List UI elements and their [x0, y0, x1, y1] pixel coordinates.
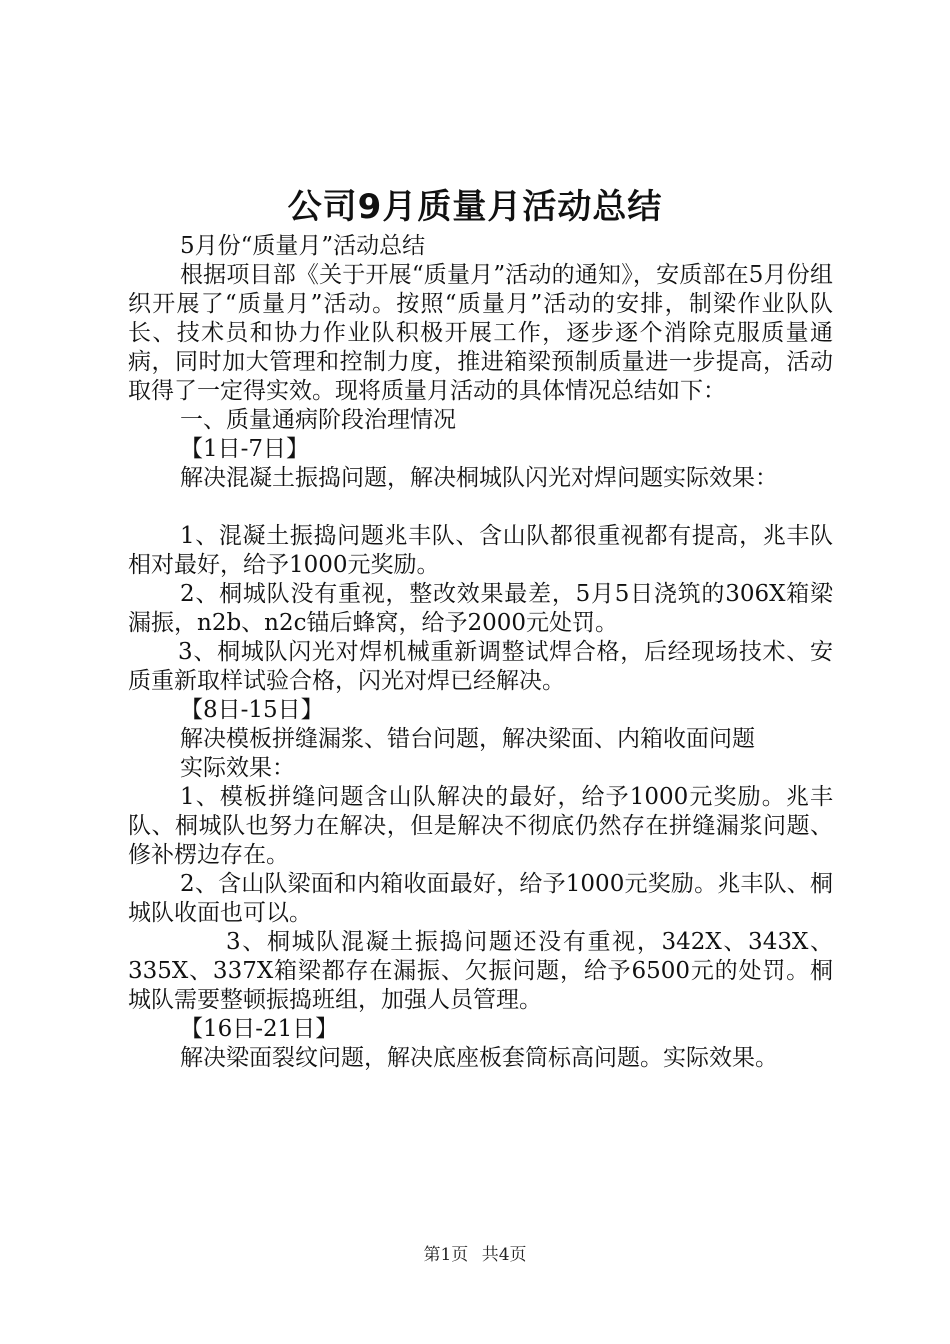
list-item: 1、混凝土振捣问题兆丰队、含山队都很重视都有提高，兆丰队相对最好，给予1000元奖励。 — [128, 523, 833, 578]
period-label: 【16日-21日】 — [180, 1016, 339, 1042]
document-body — [128, 232, 833, 1073]
period-task: 解决混凝土振捣问题，解决桐城队闪光对焊问题实际效果： — [180, 465, 778, 491]
period-task: 解决梁面裂纹问题，解决底座板套筒标高问题。实际效果。 — [180, 1045, 778, 1071]
period-task: 解决模板拼缝漏浆、错台问题，解决梁面、内箱收面问题 — [180, 726, 755, 752]
list-item: 1、模板拼缝问题含山队解决的最好，给予1000元奖励。兆丰队、桐城队也努力在解决，但是解决不彻底仍然存在拼缝漏浆问题、修补楞边存在。 — [128, 784, 833, 868]
page-total: 共4页 — [481, 1245, 527, 1265]
list-item: 2、桐城队没有重视，整改效果最差，5月5日浇筑的306X箱梁漏振，n2b、n2c锚后蜂窝，给予2000元处罚。 — [128, 581, 833, 636]
section-heading: 一、质量通病阶段治理情况 — [180, 407, 456, 433]
list-item: 3、桐城队混凝土振捣问题还没有重视，342X、343X、335X、337X箱梁都存在漏振、欠振问题，给予6500元的处罚。桐城队需要整顿振捣班组，加强人员管理。 — [128, 929, 833, 1013]
document-title: 公司9月质量月活动总结 — [287, 187, 663, 227]
period-effect: 实际效果： — [180, 755, 295, 781]
list-item: 3、桐城队闪光对焊机械重新调整试焊合格，后经现场技术、安质重新取样试验合格，闪光对焊已经解决。 — [128, 639, 833, 694]
document-subtitle: 5月份“质量月”活动总结 — [180, 233, 426, 259]
intro-paragraph: 根据项目部《关于开展“质量月”活动的通知》，安质部在5月份组织开展了“质量月”活动。按照“质量月”活动的安排，制梁作业队队长、技术员和协力作业队积极开展工作，逐步逐个消除克服质量通病，同时加大管理和控制力度，推进箱梁预制质量进一步提高，活动取得了一定得实效。现将质量月活动的具体情况总结如下： — [128, 262, 833, 404]
page-footer — [0, 1243, 950, 1267]
blank-line — [128, 493, 833, 522]
page-number: 第1页 — [423, 1245, 469, 1265]
list-item: 2、含山队梁面和内箱收面最好，给予1000元奖励。兆丰队、桐城队收面也可以。 — [128, 871, 833, 926]
period-label: 【1日-7日】 — [180, 436, 310, 462]
period-label: 【8日-15日】 — [180, 697, 324, 723]
